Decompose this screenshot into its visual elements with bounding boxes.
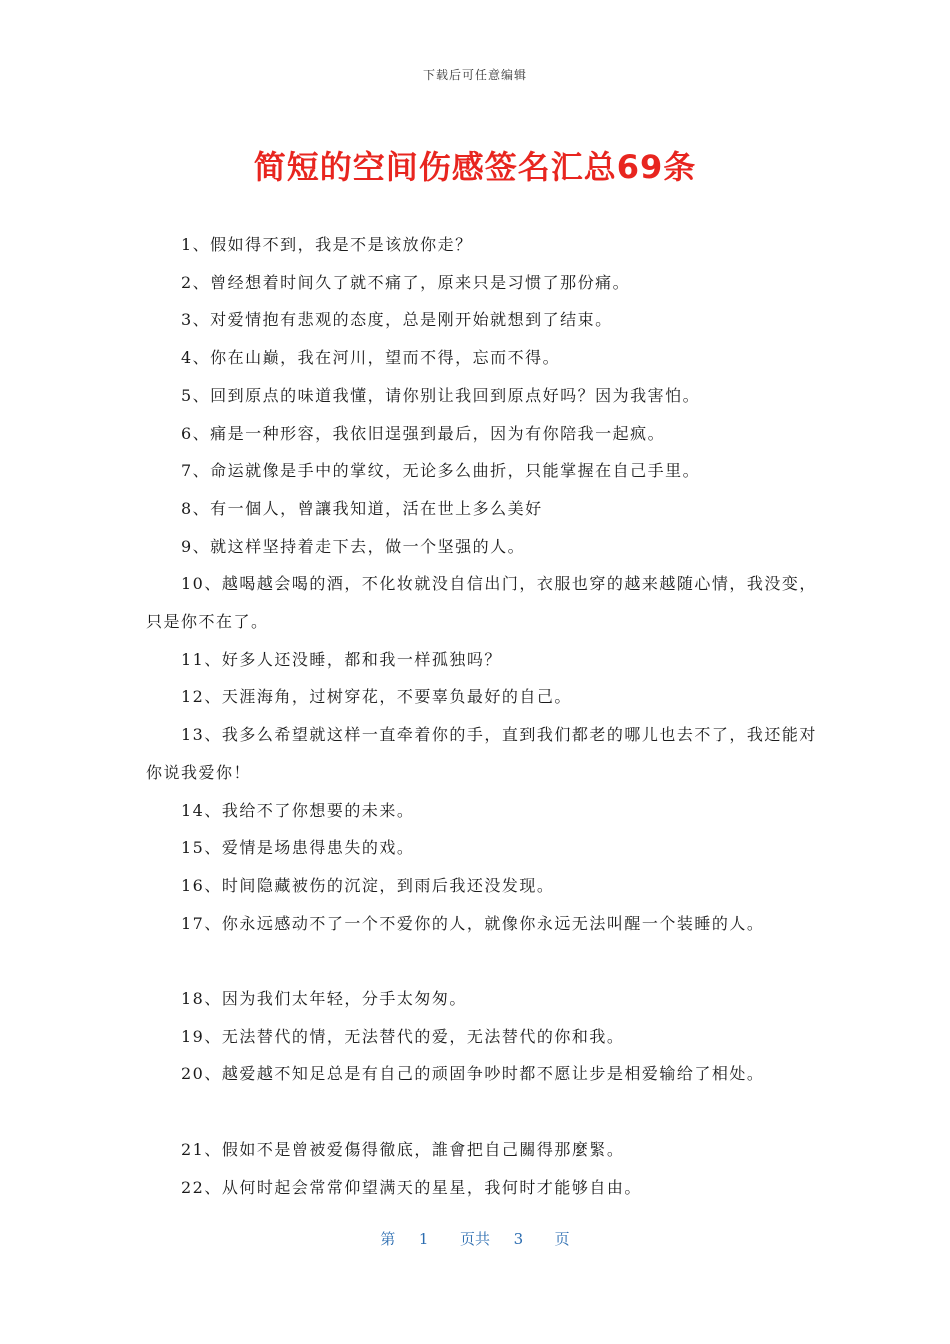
page-number-total: 3 [513,1230,524,1248]
list-item: 9、就这样坚持着走下去，做一个坚强的人。 [181,536,526,556]
page-footer [0,1228,950,1249]
list-item: 15、爱情是场患得患失的戏。 [181,838,415,858]
list-item: 14、我给不了你想要的未来。 [181,800,415,820]
list-item: 6、痛是一种形容，我依旧逞强到最后，因为有你陪我一起疯。 [181,423,666,443]
page-number-prefix: 第 [380,1230,396,1248]
page-number-middle: 页共 [459,1230,490,1248]
list-item: 8、有一個人，曾讓我知道，活在世上多么美好 [181,498,543,518]
list-item: 11、好多人还没睡，都和我一样孤独吗？ [181,649,502,669]
list-item: 20、越爱越不知足总是有自己的顽固争吵时都不愿让步是相爱输给了相处。 [181,1064,765,1084]
list-item: 16、时间隐藏被伤的沉淀，到雨后我还没发现。 [181,875,555,895]
list-item: 17、你永远感动不了一个不爱你的人，就像你永远无法叫醒一个装睡的人。 [181,913,765,933]
list-item: 21、假如不是曾被爱傷得徹底，誰會把自己關得那麼緊。 [181,1139,625,1159]
list-item: 18、因为我们太年轻，分手太匆匆。 [181,989,467,1009]
list-item: 12、天涯海角，过树穿花，不要辜负最好的自己。 [181,687,572,707]
list-item: 5、回到原点的味道我懂，请你别让我回到原点好吗？因为我害怕。 [181,385,701,405]
list-item: 2、曾经想着时间久了就不痛了，原来只是习惯了那份痛。 [181,272,631,292]
list-item: 7、命运就像是手中的掌纹，无论多么曲折，只能掌握在自己手里。 [181,461,701,481]
list-item: 22、从何时起会常常仰望满天的星星，我何时才能够自由。 [181,1177,642,1197]
page-number-current: 1 [418,1230,429,1248]
list-item: 3、对爱情抱有悲观的态度，总是刚开始就想到了结束。 [181,310,613,330]
list-item: 19、无法替代的情，无法替代的爱，无法替代的你和我。 [181,1026,625,1046]
page-number-suffix: 页 [554,1230,570,1248]
list-item: 4、你在山巅，我在河川，望而不得，忘而不得。 [181,348,561,368]
header-note: 下载后可任意编辑 [422,68,527,82]
list-item: 1、假如得不到，我是不是该放你走？ [181,235,473,254]
document-title: 简短的空间伤感签名汇总69条 [253,148,697,186]
list-item: 10、越喝越会喝的酒，不化妆就没自信出门，衣服也穿的越来越随心情，我没变，只是你不在了。 [146,574,817,632]
list-item: 13、我多么希望就这样一直牵着你的手，直到我们都老的哪儿也去不了，我还能对你说我爱你！ [146,725,817,782]
document-body [146,226,818,1206]
